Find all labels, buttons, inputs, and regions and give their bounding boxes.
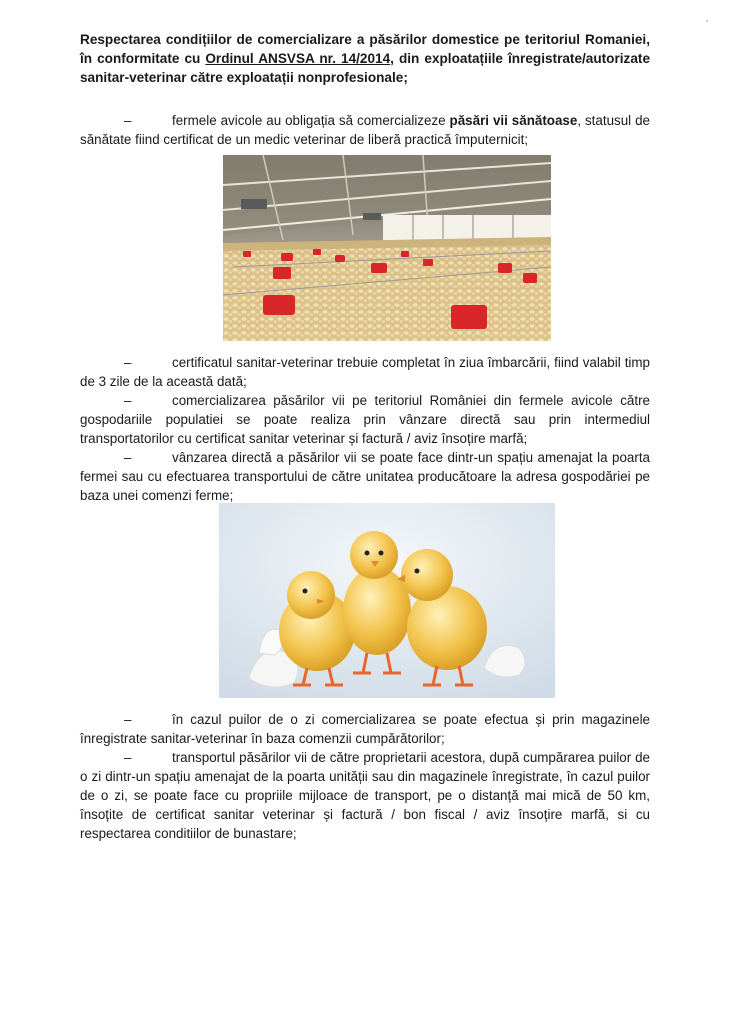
paragraph-4: – vânzarea directă a păsărilor vii se poate face dintr-un spațiu amenajat la poarta fermei sau cu efectuarea transportului de către unitatea producătoare la adresa gospodăriei pe baza unei comenzi ferme; (80, 450, 650, 503)
order-reference-link[interactable]: Ordinul ANSVSA nr. 14/2014 (205, 51, 391, 66)
paragraph-6: – transportul păsărilor vii de către proprietarii acestora, după cumpărarea puilor de o zi dintr-un spațiu amenajat de la poarta unității sau din magazinele înregistrate, în cazul puilor de o zi, se poate face cu propriile mijloace de transport, pe o distanță mai mică de 50 km, însoțite de certificat sanitar veterinar și factură / bon fiscal / aviz însoțire marfă, si cu respectarea conditiilor de bunastare; (80, 750, 650, 841)
paragraph-2: – certificatul sanitar-veterinar trebuie completat în ziua îmbarcării, fiind valabil timp de 3 zile de la această dată; (80, 355, 650, 389)
poultry-farm-photo (223, 155, 551, 341)
chicks-photo (219, 503, 555, 698)
document-title: Respectarea condițiilor de comercializare a păsărilor domestice pe teritoriul Romaniei, în conformitate cu Ordinul ANSVSA nr. 14/2014, din exploatațiile înregistrate/autorizate sanitar-veterinar către exploatații nonprofesionale; (80, 32, 650, 85)
paragraph-1: – fermele avicole au obligația să comercializeze păsări vii sănătoase, statusul de sănătate fiind certificat de un medic veterinar de liberă practică împuternicit; (80, 113, 650, 147)
paragraph-3: – comercializarea păsărilor vii pe teritoriul României din fermele avicole către gospodariile populatiei se poate realiza prin vânzare directă sau prin intermediul transportatorilor cu certificat sanitar veterinar și factură / aviz însoțire marfă; (80, 393, 650, 446)
paragraph-5: – în cazul puilor de o zi comercializarea se poate efectua și prin magazinele înregistrate sanitar-veterinar în baza comenzii cumpărătorilor; (80, 712, 650, 746)
scan-speck (706, 20, 708, 22)
